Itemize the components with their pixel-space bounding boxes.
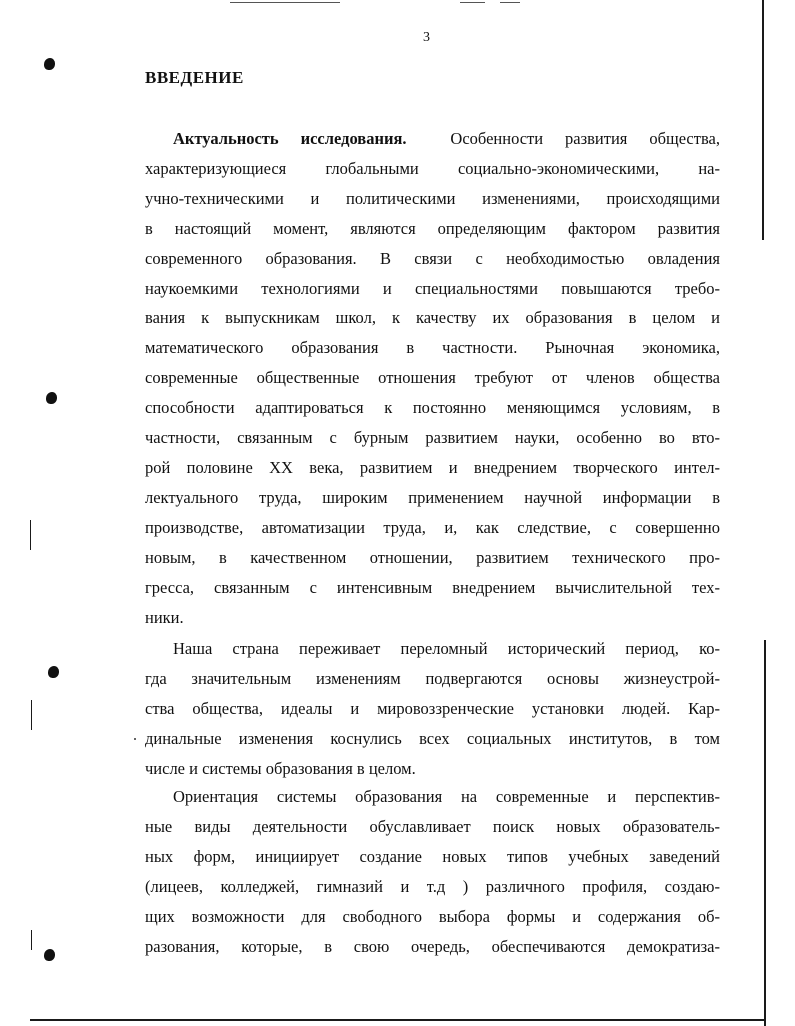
text-line: ства общества, идеалы и мировоззренческие установки людей. Кар- — [145, 698, 720, 718]
scan-top-dash — [500, 2, 520, 3]
text-line: производстве, автоматизации труда, и, как следствие, с совершенно — [145, 517, 720, 537]
scan-border-right-lower — [764, 640, 766, 1026]
text-line: современного образования. В связи с необходимостью овладения — [145, 248, 720, 268]
text-line: математического образования в частности. Рыночная экономика, — [145, 338, 720, 358]
text-line: динальные изменения коснулись всех социальных институтов, в том — [145, 728, 720, 748]
scan-top-dash — [230, 2, 340, 3]
scan-speck — [134, 738, 136, 740]
scan-margin-left-2 — [31, 700, 32, 730]
text-line: щих возможности для свободного выбора формы и содержания об- — [145, 906, 720, 926]
text-line: лектуального труда, широким применением научной информации в — [145, 487, 720, 507]
text-line: Наша страна переживает переломный исторический период, ко- — [173, 639, 720, 658]
text-line: ных форм, инициирует создание новых типов учебных заведений — [145, 846, 720, 866]
paragraph-orientation — [145, 782, 720, 961]
binding-hole-mark — [44, 949, 55, 961]
text-line: новым, в качественном отношении, развитием технического про- — [145, 547, 720, 567]
paragraph-lead: Актуальность исследования. — [173, 129, 407, 148]
text-line: частности, связанным с бурным развитием науки, особенно во вто- — [145, 428, 720, 448]
text-line: гресса, связанным с интенсивным внедрением вычислительной тех- — [145, 577, 720, 597]
text-line: рой половине XX века, развитием и внедрением творческого интел- — [145, 457, 720, 477]
text-line: вания к выпускникам школ, к качеству их образования в целом и — [145, 308, 720, 328]
binding-hole-mark — [48, 666, 59, 678]
text-line-continuation: Особенности развития общества, — [450, 129, 720, 148]
text-line: Ориентация системы образования на современные и перспектив- — [173, 787, 720, 806]
text-line: способности адаптироваться к постоянно меняющимся условиям, в — [145, 398, 720, 418]
scan-margin-left-1 — [30, 520, 31, 550]
text-line: ные виды деятельности обуславливает поиск новых образователь- — [145, 816, 720, 836]
paragraph-relevance — [145, 124, 720, 632]
page-number: 3 — [423, 30, 430, 45]
page-heading: ВВЕДЕНИЕ — [145, 68, 244, 87]
scan-border-bottom — [30, 1019, 766, 1021]
scan-top-dash — [460, 2, 485, 3]
text-line — [145, 124, 720, 154]
text-line: учно-техническими и политическими изменениями, происходящими — [145, 188, 720, 208]
text-line: (лицеев, колледжей, гимназий и т.д ) различного профиля, создаю- — [145, 876, 720, 896]
text-line: гда значительным изменениям подвергаются основы жизнеустрой- — [145, 668, 720, 688]
text-line: ники. — [145, 607, 184, 627]
text-line: наукоемкими технологиями и специальностями повышаются требо- — [145, 278, 720, 298]
scan-margin-left-3 — [31, 930, 32, 950]
binding-hole-mark — [46, 392, 57, 404]
text-line: современные общественные отношения требуют от членов общества — [145, 368, 720, 388]
text-line: характеризующиеся глобальными социально-экономическими, на- — [145, 158, 720, 178]
text-line: разования, которые, в свою очередь, обеспечиваются демократиза- — [145, 936, 720, 956]
paragraph-country — [145, 634, 720, 784]
scan-border-right — [762, 0, 764, 240]
binding-hole-mark — [44, 58, 55, 70]
text-line: числе и системы образования в целом. — [145, 758, 416, 778]
text-line: в настоящий момент, являются определяющим фактором развития — [145, 218, 720, 238]
